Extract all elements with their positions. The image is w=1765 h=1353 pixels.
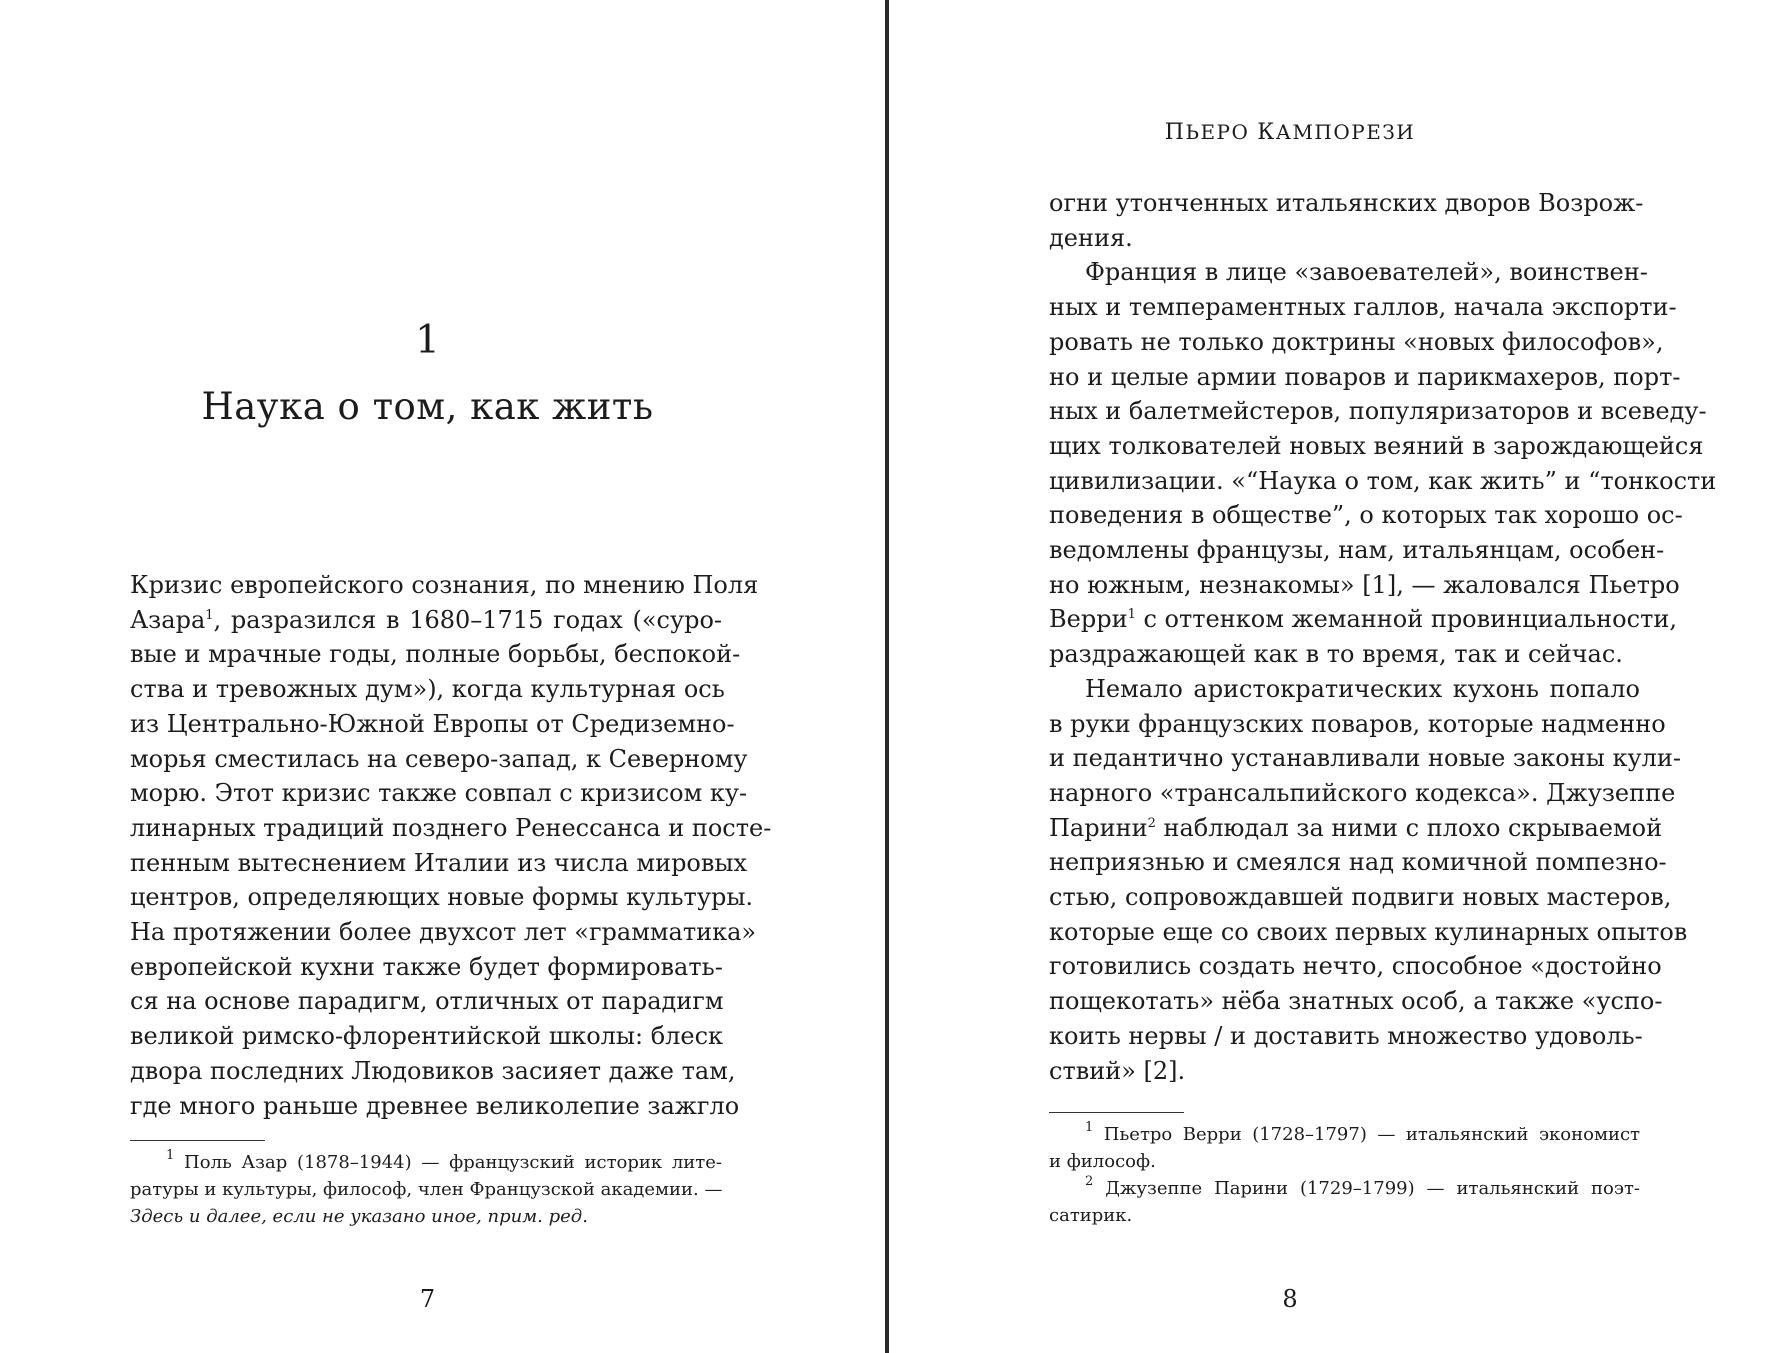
body-line: Франция в лице «завоевателей», воинствен- <box>1085 258 1648 287</box>
body-line: На протяжении более двухсот лет «грамматика» <box>130 918 757 947</box>
footnote-marker: 1 <box>166 1148 175 1163</box>
body-line: нарного «трансальпийского кодекса». Джузеппе <box>1049 778 1676 807</box>
chapter-title: Наука о том, как жить <box>201 385 654 428</box>
left-footnotes <box>130 1149 722 1230</box>
body-line: щих толкователей новых веяний в зарождающейся <box>1049 431 1704 460</box>
footnote-line: Здесь и далее, если не указано иное, прим. ред. <box>130 1206 588 1227</box>
body-line: великой римско-флорентийской школы: блеск <box>130 1022 724 1051</box>
body-line: вые и мрачные годы, полные борьбы, беспокой- <box>130 640 741 669</box>
body-line: ведомлены французы, нам, итальянцам, особен- <box>1049 536 1665 565</box>
body-line <box>1049 811 1663 846</box>
body-line: ся на основе парадигм, отличных от парадигм <box>130 987 724 1016</box>
body-line: стью, сопровождавшей подвиги новых мастеров, <box>1049 883 1672 912</box>
footnote-text: Поль Азар (1878–1944) — французский историк лите- <box>184 1152 722 1173</box>
footnote-divider <box>130 1140 265 1141</box>
body-line: ных и темпераментных галлов, начала экспорти- <box>1049 293 1677 322</box>
body-line: огни утонченных итальянских дворов Возрож- <box>1049 189 1644 217</box>
footnote-ref: 1 <box>1127 607 1136 623</box>
footnote-text: Джузеппе Парини (1729–1799) — итальянский поэт- <box>1105 1178 1640 1199</box>
body-line: Кризис европейского сознания, по мнению Поля <box>130 571 759 599</box>
body-line: раздражающей как в то время, так и сейчас. <box>1049 640 1623 669</box>
body-line: двора последних Людовиков засияет даже там, <box>130 1056 736 1085</box>
body-line: ных и балетмейстеров, популяризаторов и всеведу- <box>1049 397 1707 426</box>
footnote-divider <box>1049 1112 1184 1113</box>
body-line: готовились создать нечто, способное «достойно <box>1049 952 1662 981</box>
body-line: пенным вытеснением Италии из числа мировых <box>130 848 748 877</box>
body-line: пощекотать» нёба знатных особ, а также «успо- <box>1049 987 1663 1016</box>
left-body-text <box>130 568 772 1123</box>
footnote-marker: 2 <box>1085 1174 1094 1189</box>
right-body-text <box>1049 186 1717 1088</box>
body-line: цивилизации. «“Наука о том, как жить” и “тонкости <box>1049 466 1717 495</box>
body-line: линарных традиций позднего Ренессанса и посте- <box>130 813 772 842</box>
body-line: но и целые армии поваров и парикмахеров, порт- <box>1049 362 1681 391</box>
body-line <box>1049 602 1677 637</box>
body-line: но южным, незнакомы» [1], — жаловался Пьетро <box>1049 570 1680 599</box>
body-line: ствий» [2]. <box>1049 1056 1186 1085</box>
footnote-line: ратуры и культуры, философ, член Французской академии. — <box>130 1179 723 1200</box>
body-line: дения. <box>1049 223 1133 252</box>
body-line: где много раньше древнее великолепие зажгло <box>130 1091 740 1120</box>
footnote-marker: 1 <box>1085 1120 1094 1135</box>
book-spine <box>885 0 889 1353</box>
page-number: 7 <box>419 1285 436 1313</box>
chapter-number: 1 <box>415 318 440 363</box>
footnote-line: сатирик. <box>1049 1205 1133 1226</box>
body-line: из Центрально-Южной Европы от Средиземно- <box>130 709 735 738</box>
body-line: которые еще со своих первых кулинарных опытов <box>1049 917 1688 946</box>
body-word: Парини <box>1049 813 1148 842</box>
body-text: , разразился в 1680–1715 годах («суро- <box>213 605 722 634</box>
body-line: коить нервы / и доставить множество удоволь- <box>1049 1021 1643 1050</box>
footnote-ref: 2 <box>1147 815 1156 831</box>
body-line: морю. Этот кризис также совпал с кризисом ку- <box>130 779 748 808</box>
body-line: ства и тревожных дум»), когда культурная ось <box>130 675 725 704</box>
footnote-text: Пьетро Верри (1728–1797) — итальянский экономист <box>1103 1124 1640 1145</box>
footnote-line <box>1049 1175 1640 1202</box>
body-line: европейской кухни также будет формировать- <box>130 952 723 981</box>
body-line: морья сместилась на северо-запад, к Северному <box>130 744 748 773</box>
footnote-line <box>130 1149 722 1176</box>
body-text: с оттенком жеманной провинциальности, <box>1135 605 1677 634</box>
body-line <box>130 603 722 638</box>
body-line: центров, определяющих новые формы культуры. <box>130 883 754 912</box>
right-footnotes <box>1049 1121 1640 1229</box>
footnote-line <box>1049 1121 1640 1148</box>
body-line: ровать не только доктрины «новых философов», <box>1049 327 1664 356</box>
body-line: в руки французских поваров, которые надменно <box>1049 709 1666 738</box>
body-text: наблюдал за ними с плохо скрываемой <box>1155 813 1663 842</box>
right-page <box>890 0 1765 1353</box>
body-line: неприязнью и смеялся над комичной помпезно- <box>1049 848 1667 877</box>
body-line: поведения в обществе”, о которых так хорошо ос- <box>1049 501 1683 530</box>
page-number: 8 <box>1282 1285 1298 1313</box>
footnote-ref: 1 <box>205 607 214 623</box>
running-head: ПЬЕРО КАМПОРЕЗИ <box>1164 120 1416 145</box>
body-word: Верри <box>1049 605 1128 634</box>
body-line: и педантично устанавливали новые законы кули- <box>1049 744 1681 773</box>
body-word: Азара <box>130 605 206 634</box>
footnote-line: и философ. <box>1049 1151 1156 1172</box>
body-line: Немало аристократических кухонь попало <box>1085 674 1640 703</box>
